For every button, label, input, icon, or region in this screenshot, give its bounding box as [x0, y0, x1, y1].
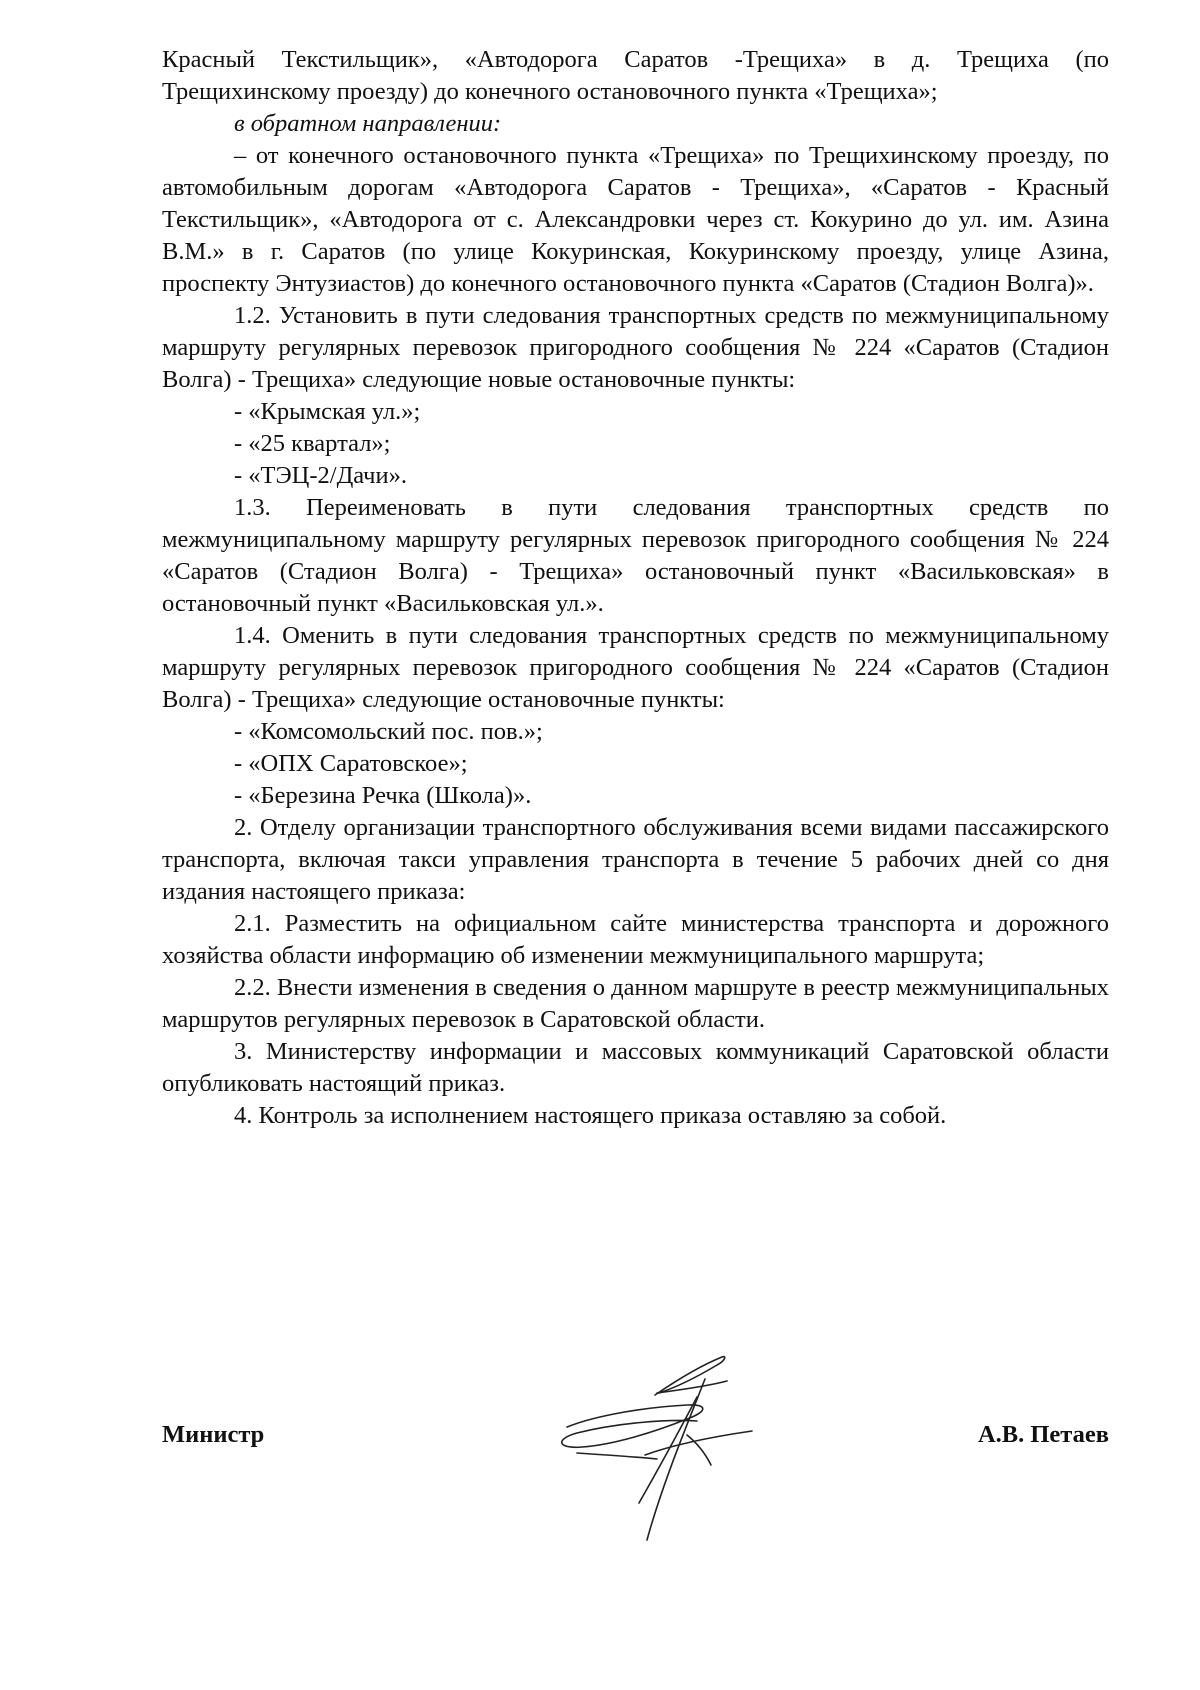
paragraph-item-1-2: 1.2. Установить в пути следования транспортных средств по межмуниципальному маршруту регулярных перевозок пригородного сообщения № 224 «Саратов (Стадион Волга) - Трещиха» следующие новые остановочные пункты: [162, 302, 1109, 393]
paragraph-item-1-4: 1.4. Оменить в пути следования транспортных средств по межмуниципальному маршруту регулярных перевозок пригородного сообщения № 224 «Саратов (Стадион Волга) - Трещиха» следующие остановочные пункты: [162, 622, 1109, 713]
list-item-new-stop: - «Крымская ул.»; [234, 398, 421, 425]
list-item-new-stop: - «25 квартал»; [234, 430, 391, 457]
document-body [162, 44, 1109, 1132]
list-item-removed-stop: - «Березина Речка (Школа)». [234, 782, 532, 809]
paragraph-route-continuation: Красный Текстильщик», «Автодорога Саратов -Трещиха» в д. Трещиха (по Трещихинскому проезду) до конечного остановочного пункта «Трещиха»; [162, 46, 1109, 105]
signature-block [162, 1395, 1109, 1555]
paragraph-item-2-1: 2.1. Разместить на официальном сайте министерства транспорта и дорожного хозяйства области информацию об изменении межмуниципального маршрута; [162, 910, 1109, 969]
list-item-removed-stop: - «ОПХ Саратовское»; [234, 750, 468, 777]
paragraph-return-direction-heading: в обратном направлении: [234, 110, 502, 137]
paragraph-item-3: 3. Министерству информации и массовых коммуникаций Саратовской области опубликовать настоящий приказ. [162, 1038, 1109, 1097]
signatory-title: Министр [162, 1421, 265, 1448]
list-item-new-stop: - «ТЭЦ-2/Дачи». [234, 462, 407, 489]
list-item-removed-stop: - «Комсомольский пос. пов.»; [234, 718, 543, 745]
paragraph-item-4: 4. Контроль за исполнением настоящего приказа оставляю за собой. [234, 1102, 947, 1129]
paragraph-item-2-2: 2.2. Внести изменения в сведения о данном маршруте в реестр межмуниципальных маршрутов регулярных перевозок в Саратовской области. [162, 974, 1109, 1033]
handwritten-signature-icon [537, 1335, 767, 1545]
signatory-name: А.В. Петаев [977, 1421, 1109, 1448]
paragraph-item-2: 2. Отделу организации транспортного обслуживания всеми видами пассажирского транспорта, включая такси управления транспорта в течение 5 рабочих дней со дня издания настоящего приказа: [162, 814, 1109, 905]
paragraph-item-1-3: 1.3. Переименовать в пути следования транспортных средств по межмуниципальному маршруту регулярных перевозок пригородного сообщения № 224 «Саратов (Стадион Волга) - Трещиха» остановочный пункт «Васильковская» в остановочный пункт «Васильковская ул.». [162, 494, 1109, 617]
paragraph-return-route: – от конечного остановочного пункта «Трещиха» по Трещихинскому проезду, по автомобильным дорогам «Автодорога Саратов - Трещиха», «Саратов - Красный Текстильщик», «Автодорога от с. Александровки через ст. Кокурино до ул. им. Азина В.М.» в г. Саратов (по улице Кокуринская, Кокуринскому проезду, улице Азина, проспекту Энтузиастов) до конечного остановочного пункта «Саратов (Стадион Волга)». [162, 142, 1109, 297]
